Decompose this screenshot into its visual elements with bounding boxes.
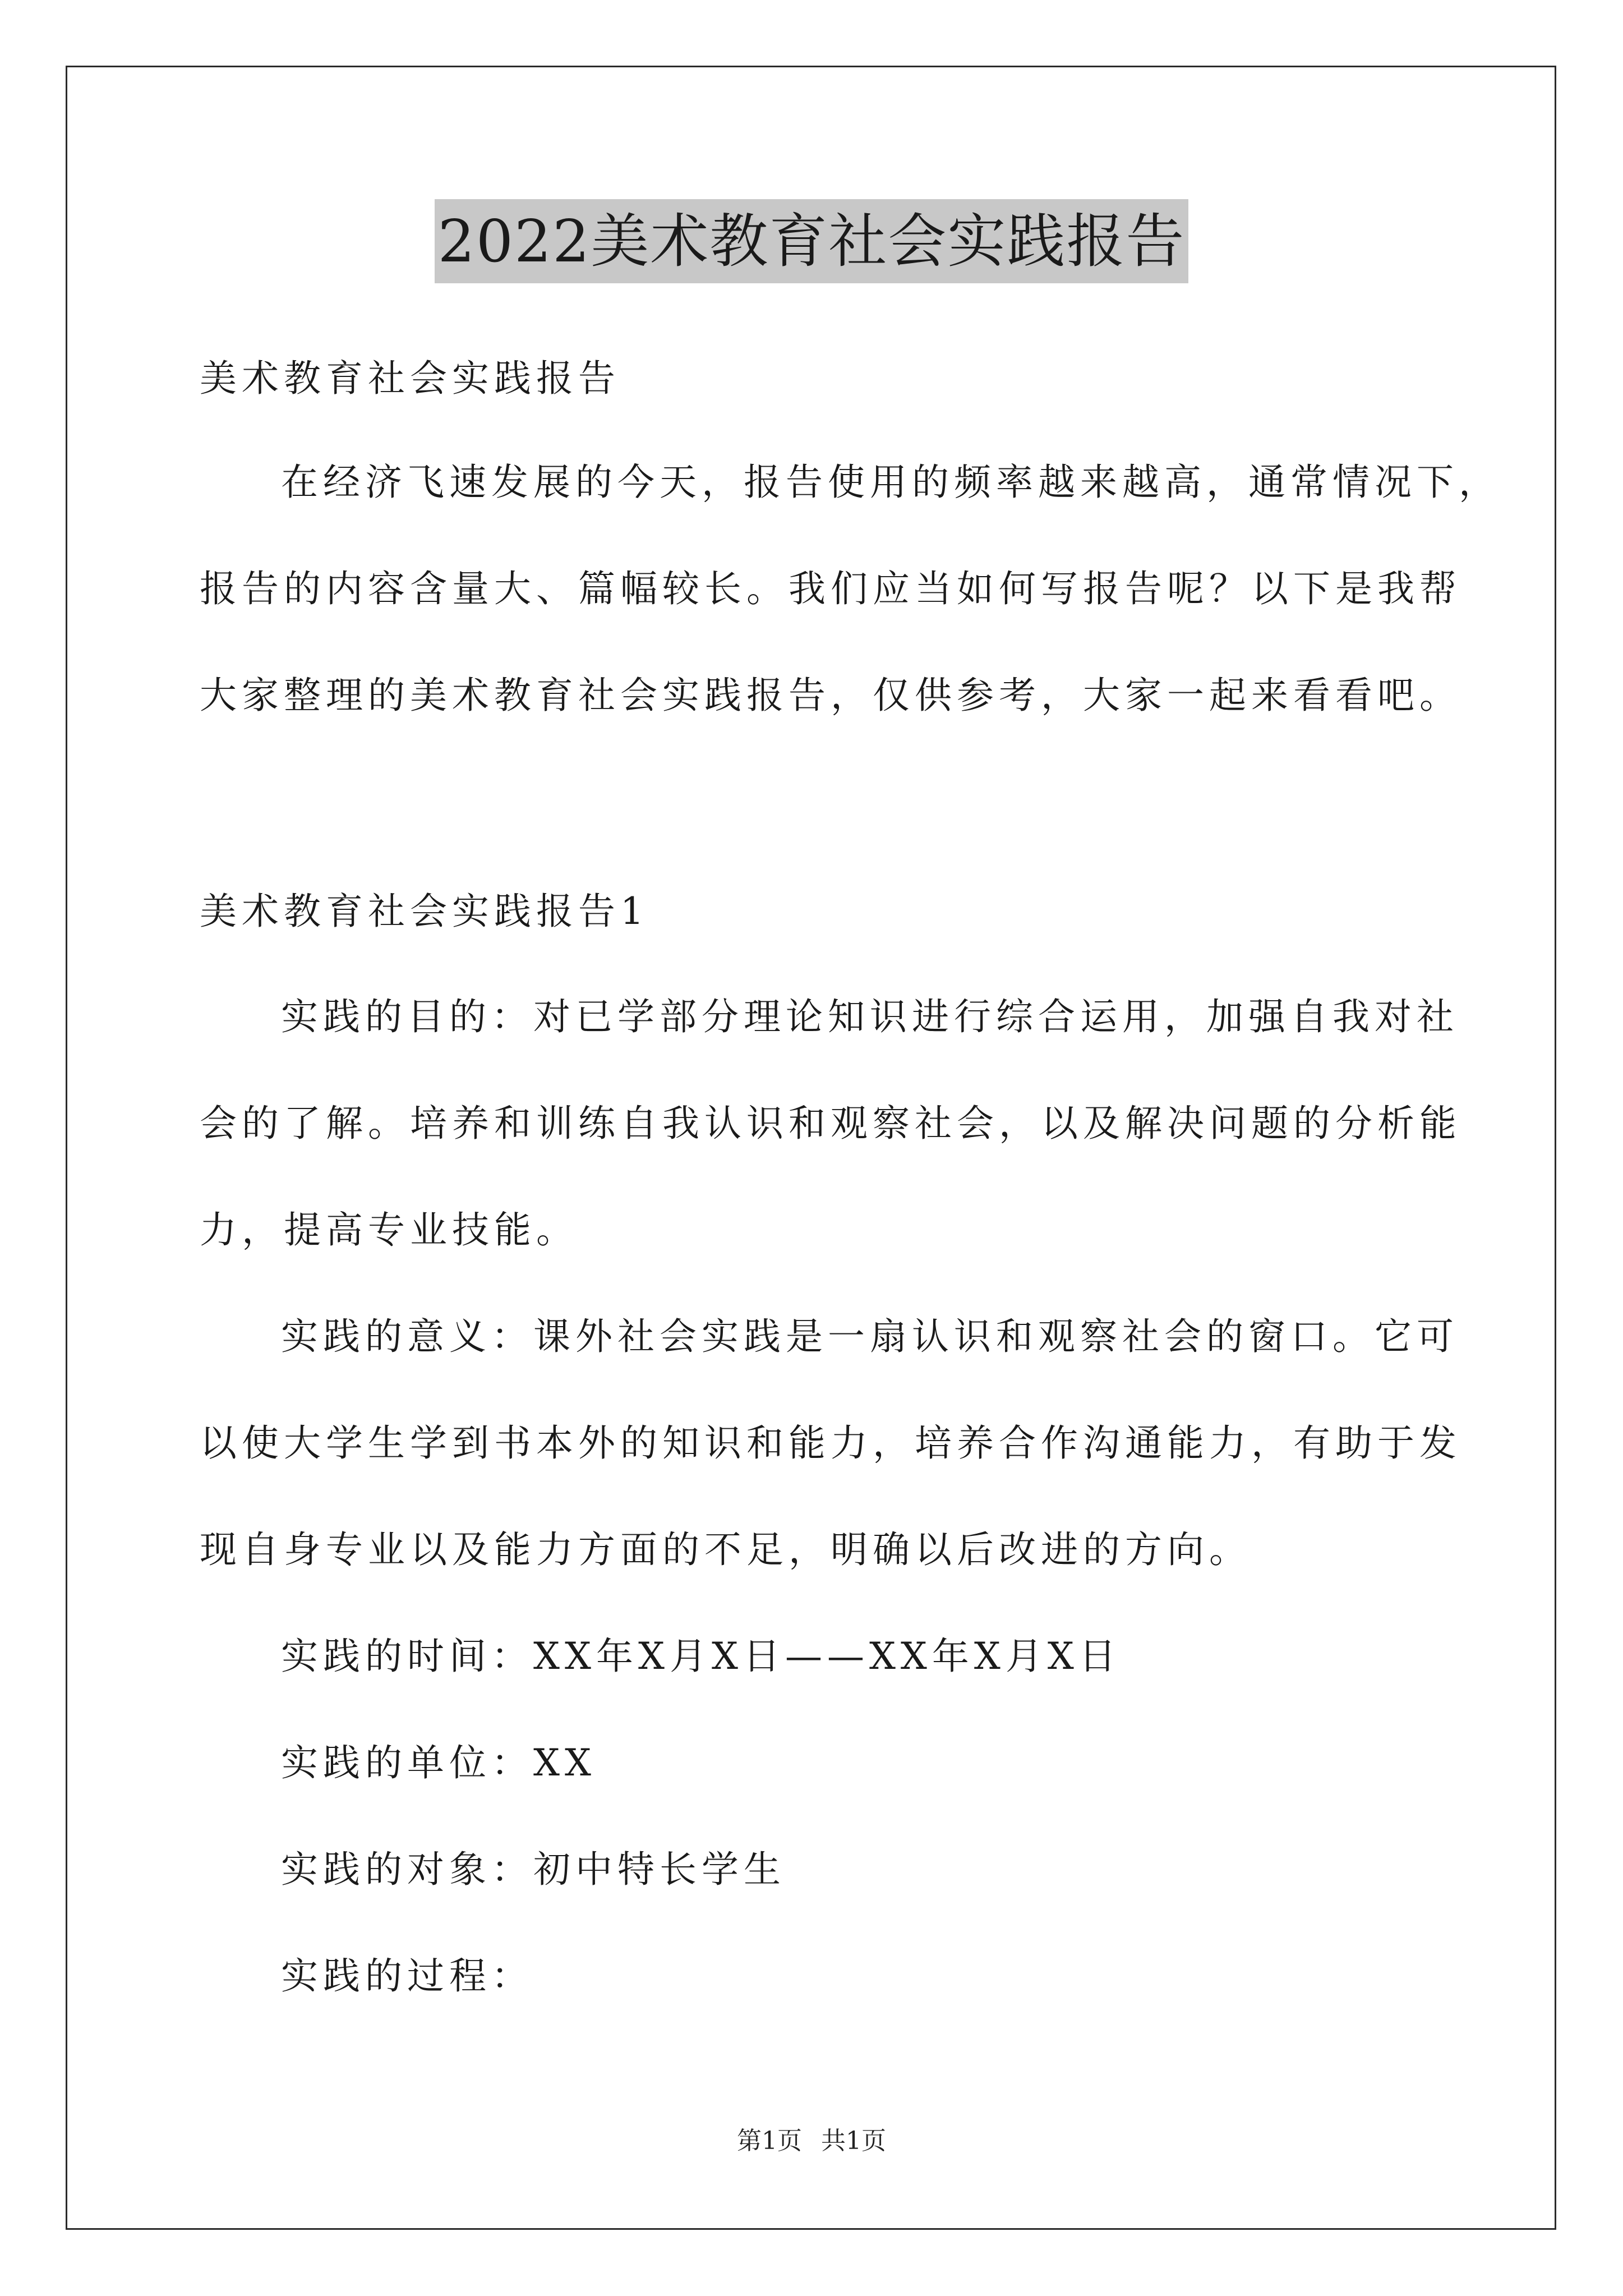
intro-line-3: 大家整理的美术教育社会实践报告，仅供参考，大家一起来看看吧。 xyxy=(200,674,1461,717)
meaning-line-3: 现自身专业以及能力方面的不足，明确以后改进的方向。 xyxy=(200,1528,1251,1571)
section-heading: 美术教育社会实践报告1 xyxy=(200,890,649,933)
practice-time: 实践的时间：XX年X月X日——XX年X月X日 xyxy=(281,1635,1121,1678)
purpose-line-1: 实践的目的：对已学部分理论知识进行综合运用，加强自我对社 xyxy=(281,995,1459,1038)
meaning-line-1: 实践的意义：课外社会实践是一扇认识和观察社会的窗口。它可 xyxy=(281,1315,1459,1358)
practice-target: 实践的对象：初中特长学生 xyxy=(281,1848,786,1891)
practice-unit: 实践的单位：XX xyxy=(281,1741,596,1784)
page-footer xyxy=(0,2124,1623,2158)
purpose-line-3: 力，提高专业技能。 xyxy=(200,1208,578,1251)
purpose-line-2: 会的了解。培养和训练自我认识和观察社会，以及解决问题的分析能 xyxy=(200,1102,1461,1145)
page-total: 共1页 xyxy=(821,2127,886,2155)
title-container xyxy=(0,199,1623,283)
subtitle: 美术教育社会实践报告 xyxy=(200,357,620,400)
practice-process: 实践的过程： xyxy=(281,1954,533,1998)
intro-line-1: 在经济飞速发展的今天，报告使用的频率越来越高，通常情况下， xyxy=(281,461,1501,504)
document-title: 2022美术教育社会实践报告 xyxy=(435,199,1189,283)
intro-line-2: 报告的内容含量大、篇幅较长。我们应当如何写报告呢？以下是我帮 xyxy=(200,567,1461,610)
meaning-line-2: 以使大学生学到书本外的知识和能力，培养合作沟通能力，有助于发 xyxy=(200,1421,1461,1465)
page-number: 第1页 xyxy=(737,2127,802,2155)
